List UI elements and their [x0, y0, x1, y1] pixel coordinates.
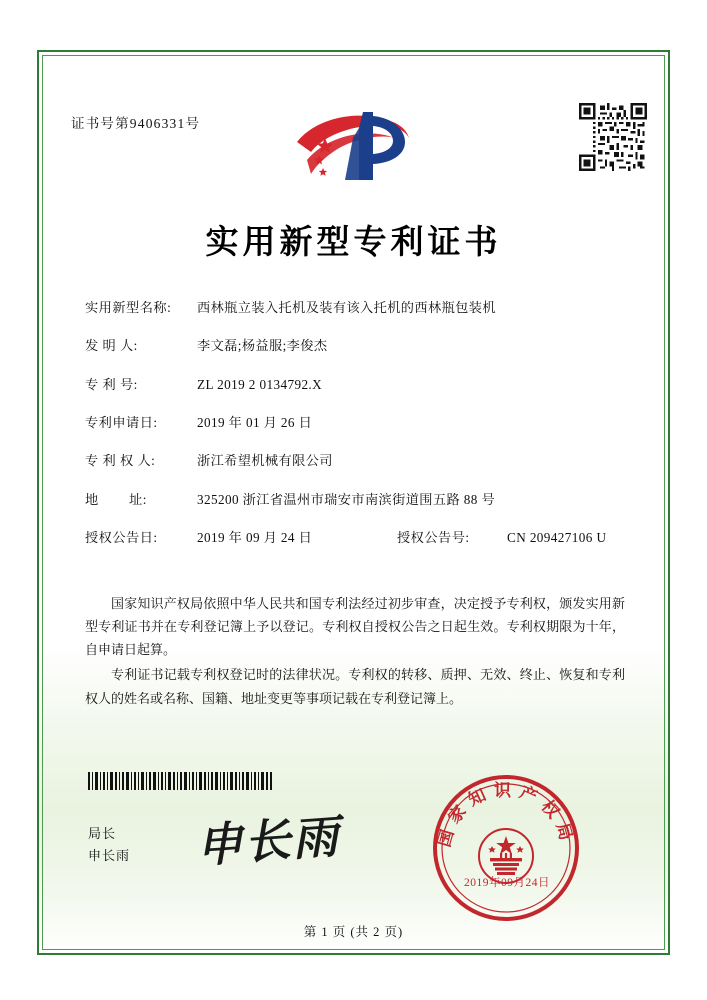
barcode [88, 772, 274, 790]
field-label: 专 利 号: [85, 376, 138, 392]
field-patentee [85, 453, 625, 469]
field-label: 实用新型名称: [85, 300, 172, 315]
page-footer: 第 1 页 (共 2 页) [303, 925, 404, 939]
field-label-grant-date: 授权公告日: [85, 530, 158, 546]
field-value-grant-date: 2019 年 09 月 24 日 [197, 530, 313, 546]
legal-paragraph-1: 国家知识产权局依照中华人民共和国专利法经过初步审查，决定授予专利权，颁发实用新型专利证书并在专利登记簿上予以登记。专利权自授权公告之日起生效。专利权期限为十年，自申请日起算。 [85, 596, 625, 658]
field-label-grant-number: 授权公告号: [397, 530, 470, 546]
field-value-grant-number: CN 209427106 U [507, 530, 607, 546]
field-value: 李文磊;杨益服;李俊杰 [197, 338, 328, 354]
field-patent-number [85, 377, 625, 393]
page-title: 实用新型专利证书 [205, 222, 502, 261]
certificate-number: 证书号第9406331号 [71, 116, 201, 131]
field-value: 浙江希望机械有限公司 [197, 453, 333, 469]
field-utility-model-name [85, 300, 625, 316]
field-label: 发 明 人: [85, 338, 138, 354]
field-value: 325200 浙江省温州市瑞安市南滨街道围五路 88 号 [197, 491, 496, 507]
handwritten-signature: 申长雨 [194, 809, 342, 873]
field-label: 专 利 权 人: [85, 453, 156, 469]
seal-date: 2019年09月24日 [464, 877, 550, 889]
legal-text [85, 592, 625, 712]
field-address [85, 492, 625, 508]
cnipa-logo-icon [289, 108, 419, 186]
field-application-date [85, 415, 625, 431]
svg-text:国家知识产权局: 国家知识产权局 [434, 781, 578, 850]
qr-code [579, 103, 647, 171]
field-label: 专利申请日: [85, 415, 158, 431]
signature-block [88, 823, 130, 867]
official-red-seal [430, 772, 582, 924]
field-value: 2019 年 01 月 26 日 [197, 415, 313, 431]
field-inventors [85, 338, 625, 354]
signature-role: 局长 [88, 826, 117, 841]
field-label: 地 址: [85, 491, 147, 507]
signature-name: 申长雨 [88, 848, 131, 864]
field-value: 西林瓶立装入托机及装有该入托机的西林瓶包装机 [197, 300, 496, 315]
field-value: ZL 2019 2 0134792.X [197, 376, 323, 392]
legal-paragraph-2: 专利证书记载专利权登记时的法律状况。专利权的转移、质押、无效、终止、恢复和专利权人的姓名或名称、国籍、地址变更等事项记载在专利登记簿上。 [85, 667, 625, 706]
certificate-fields [85, 300, 625, 568]
field-grant-row [85, 530, 625, 546]
